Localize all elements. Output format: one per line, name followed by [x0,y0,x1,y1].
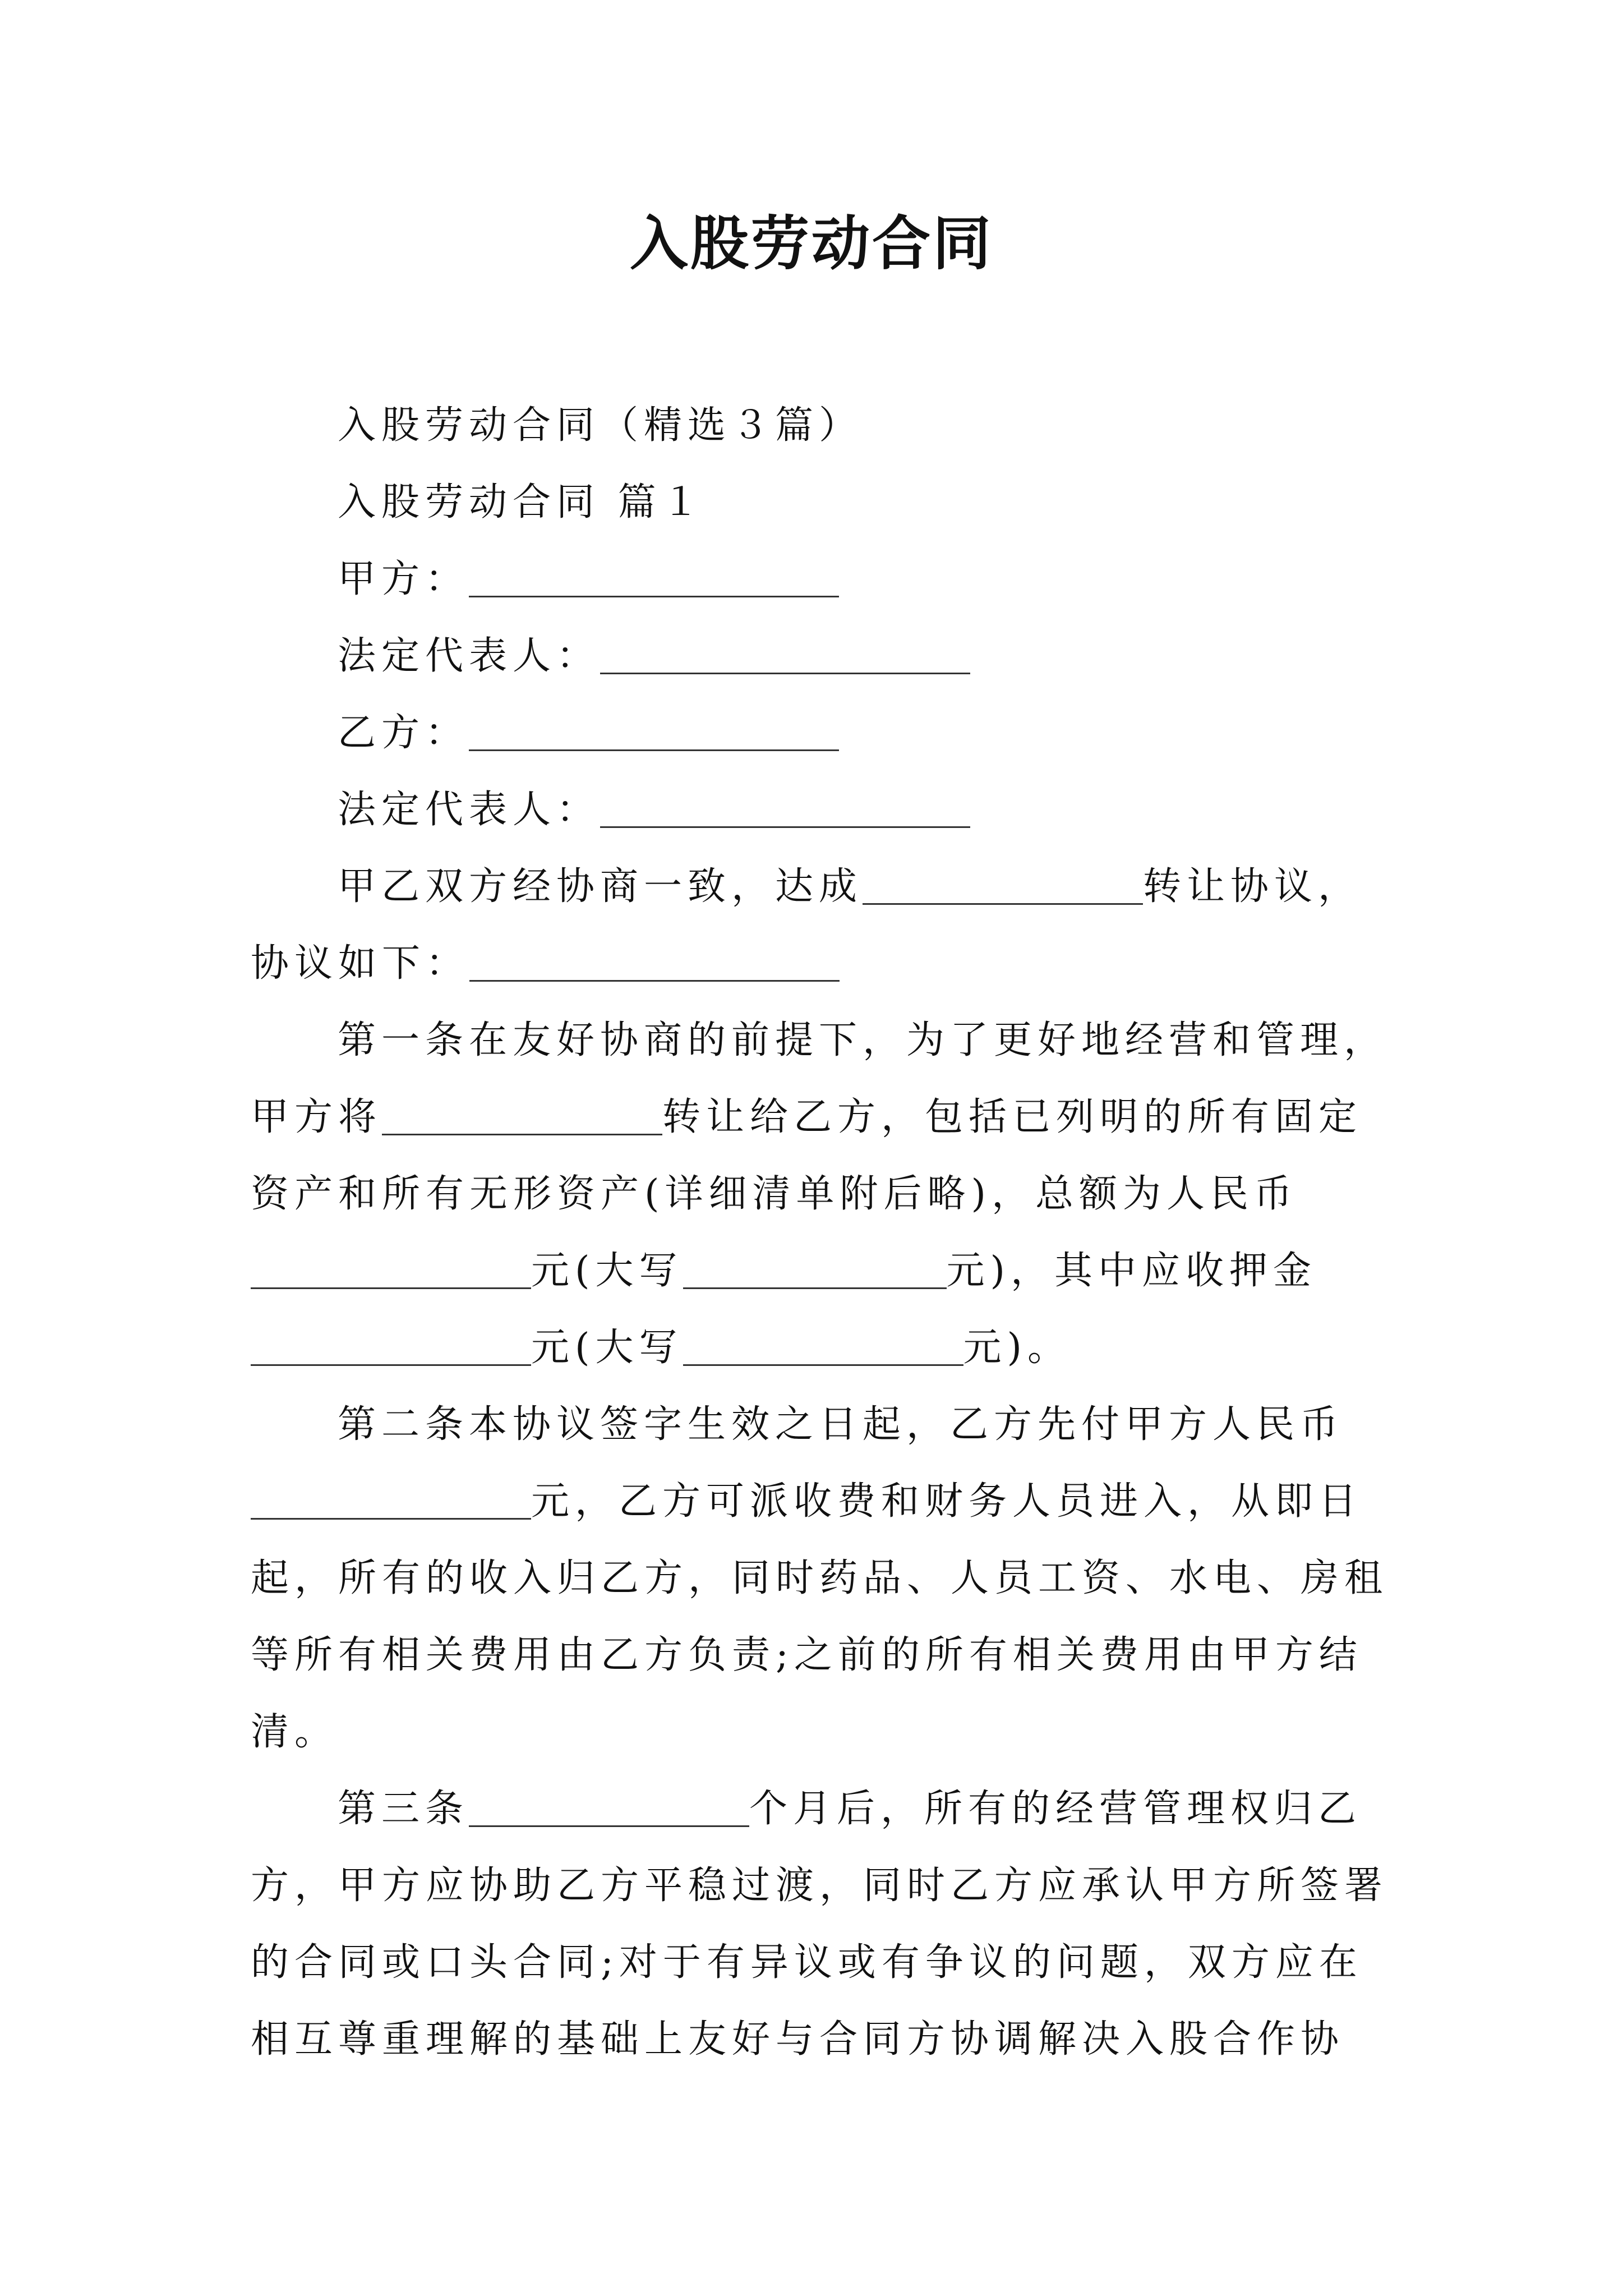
article-2-line: 元，乙方可派收费和财务人员进入，从即日 [251,1463,1389,1540]
article-2-line: 清。 [251,1710,339,1754]
fill-blank [469,941,840,982]
article-2-line: 起，所有的收入归乙方，同时药品、人员工资、水电、房租 [251,1556,1389,1600]
fill-blank [863,864,1143,905]
section-heading: 入股劳动合同 篇１ [338,480,706,524]
fill-blank [382,1094,662,1135]
fill-blank [469,1786,749,1827]
paragraph-line: 甲乙双方经协商一致，达成 转让协议， [338,864,1362,909]
article-1-line: 元(大写 元)。 [251,1309,1389,1386]
article-1-line: 元(大写 元)，其中应收押金 [251,1232,1389,1309]
article-1-line: 第一条在友好协商的前提下，为了更好地经营和管理， [338,1018,1388,1062]
party-a-rep-line: 法定代表人： [251,618,1389,694]
fill-blank [683,1325,963,1366]
article-2-line: 等所有相关费用由乙方负责;之前的所有相关费用由甲方结 [251,1633,1363,1677]
fill-blank [683,1248,947,1289]
fill-blank [251,1248,531,1289]
article-1-line: 资产和所有无形资产(详细清单附后略)，总额为人民币 [251,1172,1298,1216]
article-3-line: 第三条 个月后，所有的经营管理权归乙 [338,1787,1362,1831]
paragraph-line: 协议如下： [251,925,1389,1002]
article-3-line: 相互尊重理解的基础上友好与合同方协调解决入股合作协 [251,2017,1345,2062]
party-b-line: 乙方： [251,694,1389,771]
party-a-rep-blank [600,633,970,674]
document-title: 入股劳动合同 [629,209,993,278]
article-1-line: 甲方将 转让给乙方，包括已列明的所有固定 [251,1095,1363,1139]
party-a-blank [469,556,839,597]
party-a-line: 甲方： [251,541,1389,618]
article-3-line: 方，甲方应协助乙方平稳过渡，同时乙方应承认甲方所签署 [251,1864,1389,1908]
document-body [251,387,1389,2078]
fill-blank [251,1479,531,1520]
article-3-line: 的合同或口头合同;对于有异议或有争议的问题，双方应在 [251,1940,1363,1985]
article-2-line: 第二条本协议签字生效之日起，乙方先付甲方人民币 [338,1402,1344,1447]
party-b-rep-line: 法定代表人： [251,771,1389,848]
party-b-rep-blank [600,787,970,828]
subtitle-line: 入股劳动合同（精选３篇） [338,403,863,448]
fill-blank [251,1325,531,1366]
party-b-blank [469,710,839,751]
